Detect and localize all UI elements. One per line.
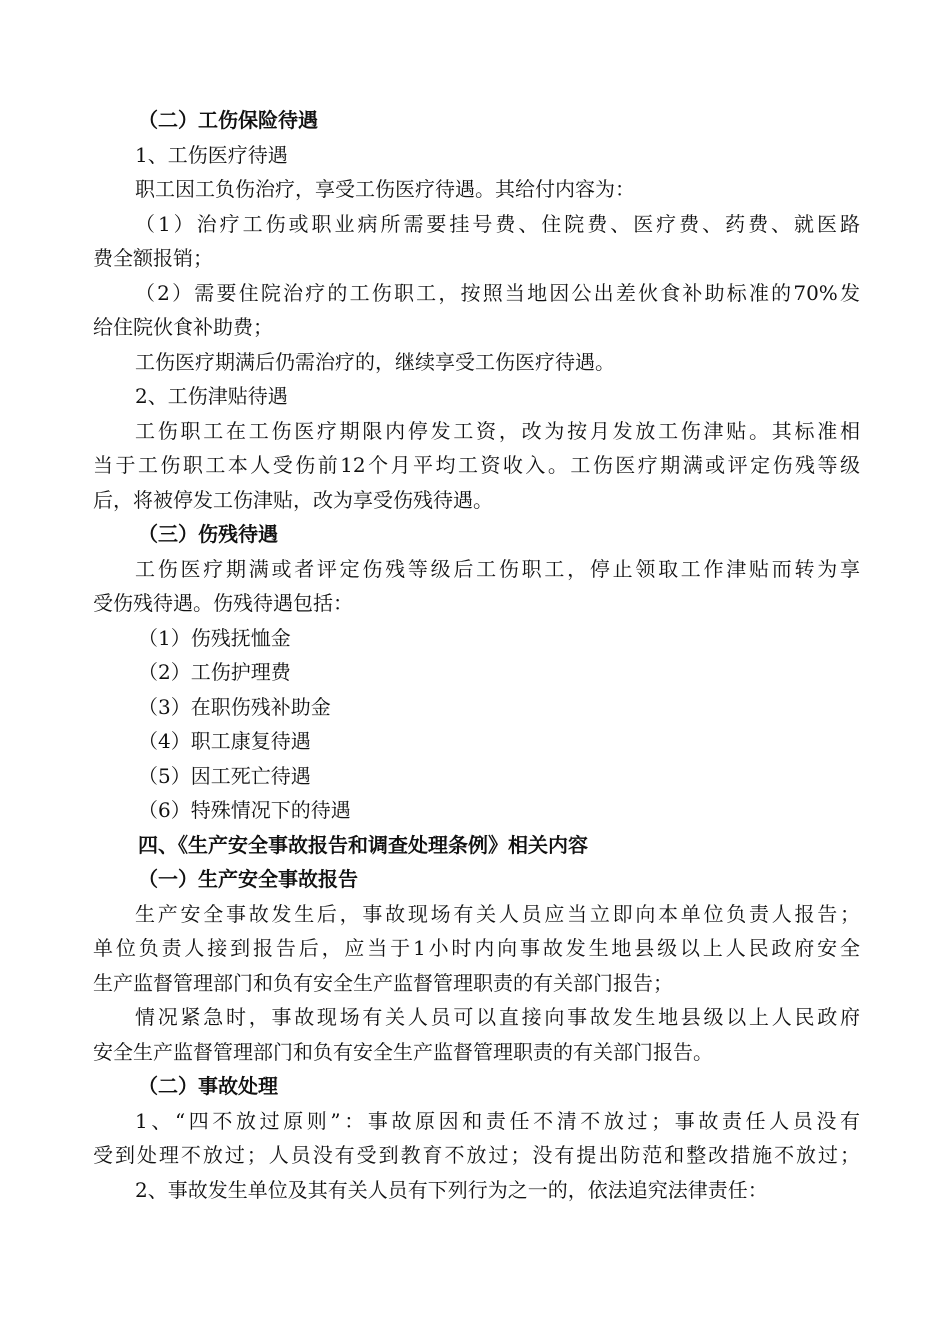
paragraph-line: 工伤职工在工伤医疗期限内停发工资，改为按月发放工伤津贴。其标准相 xyxy=(135,418,860,443)
document-body xyxy=(93,103,860,1207)
heading-work-injury-insurance: （二）工伤保险待遇 xyxy=(138,108,318,132)
paragraph-line: 工伤医疗期满或者评定伤残等级后工伤职工，停止领取工作津贴而转为享 xyxy=(135,556,860,581)
paragraph-line: 后，将被停发工伤津贴，改为享受伤残待遇。 xyxy=(93,487,493,512)
paragraph-line: 受到处理不放过；人员没有受到教育不放过；没有提出防范和整改措施不放过； xyxy=(93,1143,860,1167)
subheading-medical-treatment: 1、工伤医疗待遇 xyxy=(135,142,288,167)
paragraph-line: 单位负责人接到报告后，应当于1小时内向事故发生地县级以上人民政府安全 xyxy=(93,936,860,960)
paragraph-line: 生产安全事故发生后，事故现场有关人员应当立即向本单位负责人报告； xyxy=(135,901,860,926)
list-item: （1）伤残抚恤金 xyxy=(138,625,291,650)
list-item-line: 费全额报销； xyxy=(93,246,213,270)
paragraph-line: 职工因工负伤治疗，享受工伤医疗待遇。其给付内容为： xyxy=(135,177,635,201)
list-item: （4）职工康复待遇 xyxy=(138,729,311,753)
paragraph-line: 生产监督管理部门和负有安全生产监督管理职责的有关部门报告； xyxy=(93,970,673,995)
paragraph-line: 工伤医疗期满后仍需治疗的，继续享受工伤医疗待遇。 xyxy=(135,349,615,374)
heading-accident-handling: （二）事故处理 xyxy=(138,1074,278,1098)
subheading-injury-allowance: 2、工伤津贴待遇 xyxy=(135,384,288,408)
list-item: （3）在职伤残补助金 xyxy=(138,694,331,719)
paragraph-line: 安全生产监督管理部门和负有安全生产监督管理职责的有关部门报告。 xyxy=(93,1039,713,1064)
list-item-line: （1）治疗工伤或职业病所需要挂号费、住院费、医疗费、药费、就医路 xyxy=(135,211,860,236)
paragraph-line: 2、事故发生单位及其有关人员有下列行为之一的，依法追究法律责任： xyxy=(135,1177,768,1202)
list-item-line: （2）需要住院治疗的工伤职工，按照当地因公出差伙食补助标准的70%发 xyxy=(135,280,860,305)
paragraph-line: 情况紧急时，事故现场有关人员可以直接向事故发生地县级以上人民政府 xyxy=(135,1005,860,1029)
paragraph-line: 1、“四不放过原则”：事故原因和责任不清不放过；事故责任人员没有 xyxy=(135,1108,860,1133)
list-item-line: 给住院伙食补助费； xyxy=(93,315,273,339)
heading-disability-benefits: （三）伤残待遇 xyxy=(138,522,278,546)
paragraph-line: 当于工伤职工本人受伤前12个月平均工资收入。工伤医疗期满或评定伤残等级 xyxy=(93,453,860,477)
heading-accident-report: （一）生产安全事故报告 xyxy=(138,867,358,891)
list-item: （6）特殊情况下的待遇 xyxy=(138,798,351,822)
list-item: （5）因工死亡待遇 xyxy=(138,763,311,788)
heading-section-four: 四、《生产安全事故报告和调查处理条例》相关内容 xyxy=(138,832,588,857)
list-item: （2）工伤护理费 xyxy=(138,660,291,684)
paragraph-line: 受伤残待遇。伤残待遇包括： xyxy=(93,591,353,615)
